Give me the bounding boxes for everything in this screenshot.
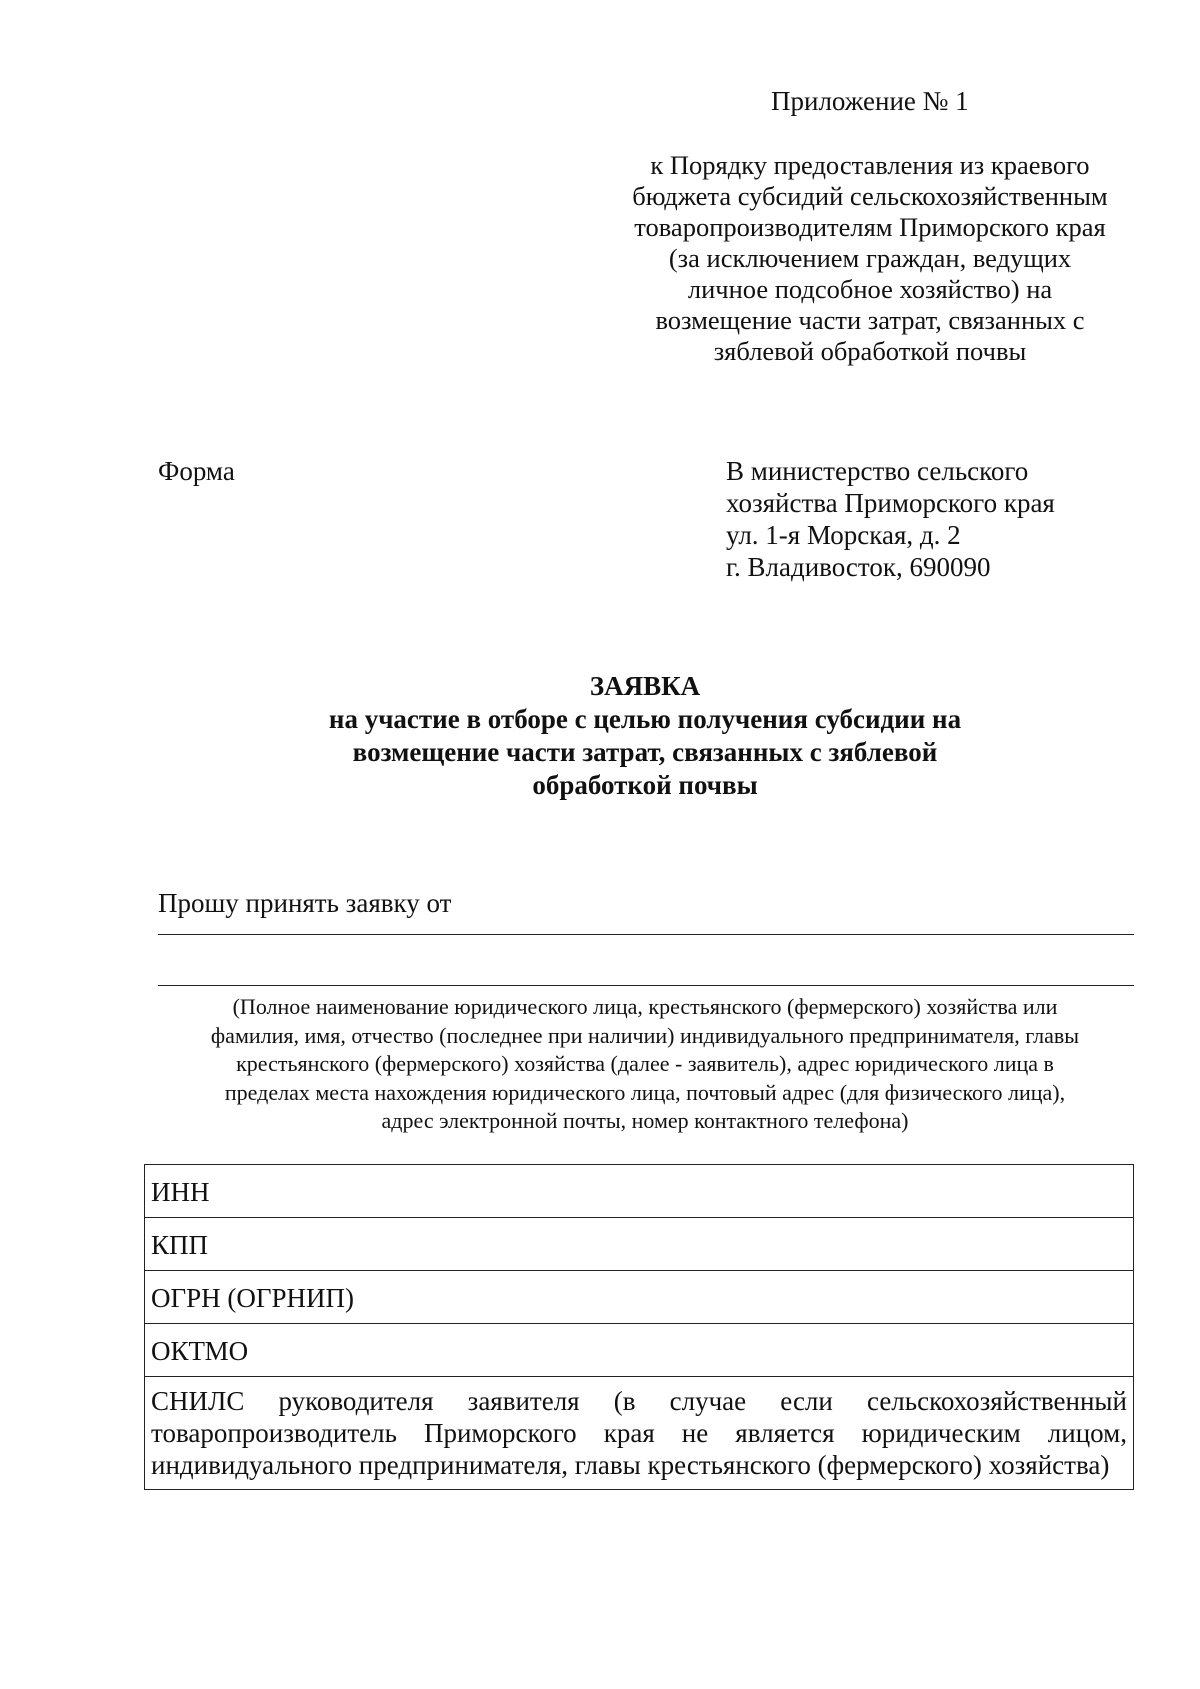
requisites-table [144, 1164, 1134, 1490]
caption-line: фамилия, имя, отчество (последнее при наличии) индивидуального предпринимателя, главы [210, 1022, 1080, 1048]
heading-line: обработкой почвы [532, 770, 758, 800]
annex-line: зяблевой обработкой почвы [713, 336, 1027, 366]
addressee-line: ул. 1-я Морская, д. 2 [726, 520, 961, 550]
requisite-ogrn-cell[interactable]: ОГРН (ОГРНИП) [145, 1271, 1134, 1324]
table-row [145, 1218, 1134, 1271]
caption-line: пределах места нахождения юридического лица, почтовый адрес (для физического лица), [224, 1079, 1066, 1105]
addressee-line: г. Владивосток, 690090 [726, 552, 991, 582]
annex-line: бюджета субсидий сельскохозяйственным [632, 181, 1108, 211]
addressee-line: В министерство сельского [726, 456, 1029, 486]
requisite-kpp-cell[interactable]: КПП [145, 1218, 1134, 1271]
form-label: Форма [158, 456, 235, 486]
applicant-name-field-continuation[interactable] [158, 985, 1134, 986]
caption-line: крестьянского (фермерского) хозяйства (далее - заявитель), адрес юридического лица в [236, 1051, 1054, 1077]
addressee-block [726, 455, 1055, 583]
table-row [145, 1165, 1134, 1218]
requisite-inn-cell[interactable]: ИНН [145, 1165, 1134, 1218]
addressee-line: хозяйства Приморского края [726, 488, 1055, 518]
requisite-snils-cell[interactable]: СНИЛС руководителя заявителя (в случае если сельскохозяйственный товаропроизводитель Приморского края не является юридическим лицом, индивидуального предпринимателя, главы крестьянского (фермерского) хозяйства) [145, 1377, 1134, 1490]
requisite-oktmo-cell[interactable]: ОКТМО [145, 1324, 1134, 1377]
caption-line: (Полное наименование юридического лица, крестьянского (фермерского) хозяйства или [232, 994, 1058, 1019]
annex-line: (за исключением граждан, ведущих [668, 243, 1072, 273]
annex-line: возмещение части затрат, связанных с [655, 305, 1085, 335]
heading-title: ЗАЯВКА [589, 671, 701, 701]
heading-line: на участие в отборе с целью получения субсидии на [328, 704, 962, 734]
request-label: Прошу принять заявку от [158, 888, 452, 918]
annex-line: личное подсобное хозяйство) на [687, 274, 1053, 304]
annex-line: к Порядку предоставления из краевого [650, 150, 1090, 180]
annex-title: Приложение № 1 [771, 86, 969, 116]
annex-line: товаропроизводителям Приморского края [634, 212, 1106, 242]
applicant-field-caption [130, 993, 1160, 1136]
annex-reference [600, 150, 1140, 367]
caption-line: адрес электронной почты, номер контактного телефона) [381, 1108, 909, 1134]
heading-line: возмещение части затрат, связанных с зяблевой [352, 737, 938, 767]
table-row [145, 1324, 1134, 1377]
table-row [145, 1271, 1134, 1324]
document-heading [200, 670, 1090, 802]
table-row [145, 1377, 1134, 1490]
applicant-name-field[interactable] [158, 886, 1134, 935]
